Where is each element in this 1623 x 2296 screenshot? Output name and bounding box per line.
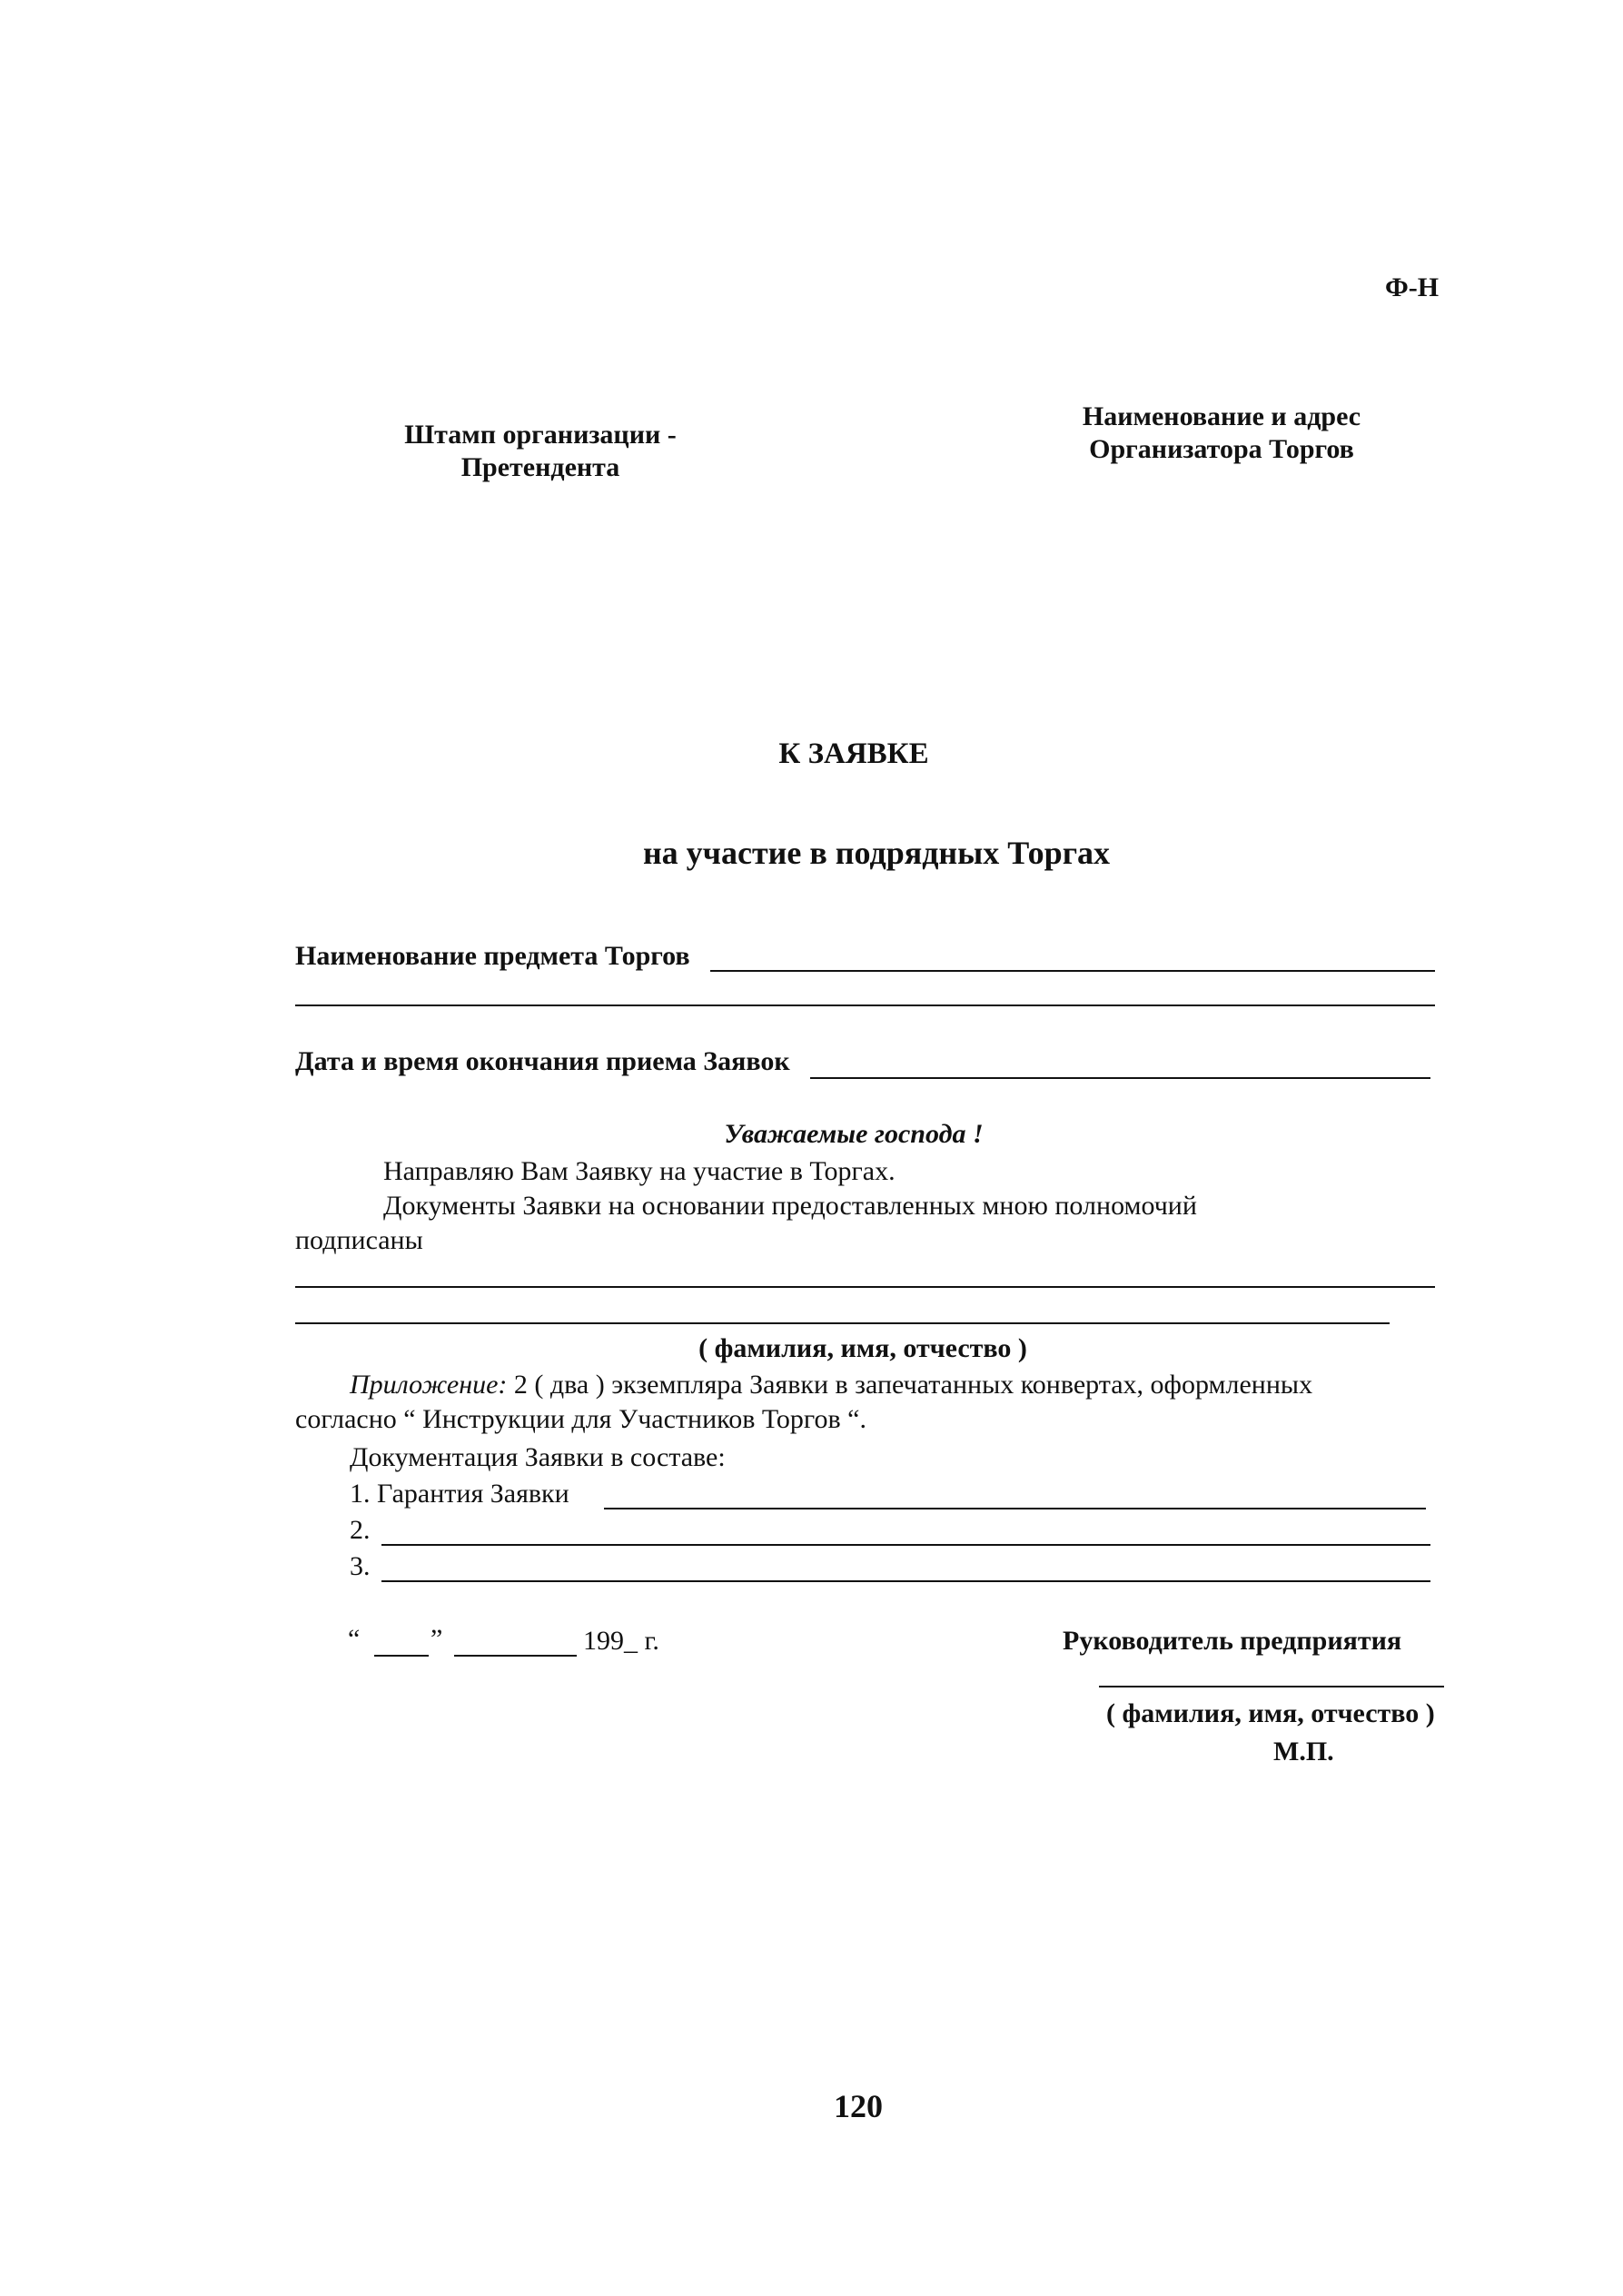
appendix-label: Приложение: [350,1370,508,1400]
date-month-line[interactable] [454,1655,577,1657]
appendix-line-1 [350,1370,1312,1400]
stamp-line-1: Штамп организации - [404,420,677,450]
stamp-line-2: Претендента [460,452,620,482]
doc-item-2-line[interactable] [381,1544,1430,1546]
appendix-line-2: согласно “ Инструкции для Участников Торгов “. [295,1404,866,1434]
doc-item-1: 1. Гарантия Заявки [350,1479,569,1509]
letter-paragraph-2-line-2: подписаны [295,1225,423,1255]
signature-line[interactable] [1099,1686,1444,1687]
letter-paragraph-1: Направляю Вам Заявку на участие в Торгах. [383,1156,896,1186]
signatory-field-line-1[interactable] [295,1286,1435,1288]
date-quote-open: “ [348,1624,361,1654]
subject-label: Наименование предмета Торгов [295,941,690,971]
signatory-title: Руководитель предприятия [1063,1626,1402,1656]
salutation: Уважаемые господа ! [724,1119,984,1149]
seal-mark: М.П. [1273,1737,1334,1767]
organizer-line-2: Организатора Торгов [1089,434,1354,464]
fio-caption: ( фамилия, имя, отчество ) [698,1333,1027,1363]
deadline-label: Дата и время окончания приема Заявок [295,1046,790,1076]
doc-item-1-line[interactable] [604,1508,1426,1509]
signatory-field-line-2[interactable] [295,1322,1390,1324]
date-quote-close: ” [430,1624,443,1654]
document-title: К ЗАЯВКЕ [778,737,929,770]
date-year: 199_ г. [583,1626,659,1656]
form-code: Ф-Н [1385,272,1440,302]
document-subtitle: на участие в подрядных Торгах [642,835,1111,871]
deadline-field-line[interactable] [810,1077,1430,1079]
doc-item-3: 3. [350,1551,371,1581]
letter-paragraph-2-line-1: Документы Заявки на основании предоставленных мною полномочий [383,1191,1197,1221]
page-number: 120 [834,2088,883,2124]
doc-item-3-line[interactable] [381,1580,1430,1582]
appendix-text: 2 ( два ) экземпляра Заявки в запечатанных конвертах, оформленных [507,1370,1313,1400]
organizer-block [1054,401,1390,465]
subject-field-line-1[interactable] [710,970,1435,972]
stamp-block [391,420,690,483]
doc-item-2: 2. [350,1515,371,1545]
signatory-caption: ( фамилия, имя, отчество ) [1106,1698,1435,1728]
organizer-line-1: Наименование и адрес [1082,401,1361,431]
subject-field-line-2[interactable] [295,1004,1435,1006]
date-day-line[interactable] [374,1655,429,1657]
docs-heading: Документация Заявки в составе: [350,1442,726,1472]
